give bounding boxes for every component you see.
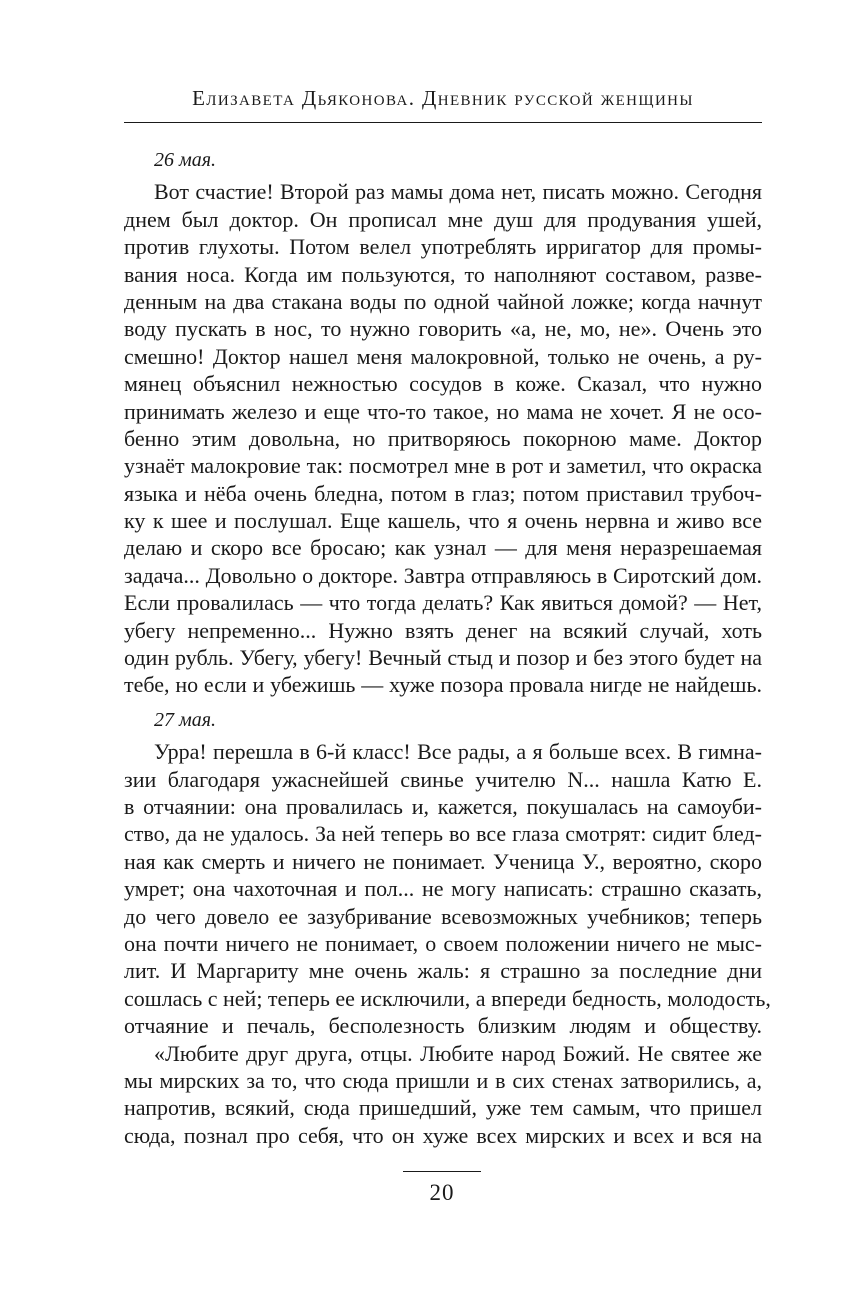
- text-line: узнаёт малокровие так: посмотрел мне в рот и заметил, что окраска: [124, 453, 762, 479]
- quote-line: «Любите друг друга, отцы. Любите народ Божий. Не святее же: [154, 1040, 762, 1066]
- text-line: лит. И Маргариту мне очень жаль: я страшно за последние дни: [124, 958, 762, 984]
- entry-gap: [124, 699, 762, 707]
- text-line: воду пускать в нос, то нужно говорить «а, не, мо, не». Очень это: [124, 316, 762, 342]
- text-line: отчаяние и печаль, бесполезность близким людям и обществу.: [124, 1013, 762, 1039]
- text-line: убегу непременно... Нужно взять денег на всякий случай, хоть: [124, 617, 762, 643]
- quote-line: мы мирских за то, что сюда пришли и в сих стенах затворились, а,: [124, 1067, 762, 1093]
- text-line: задача... Довольно о докторе. Завтра отправляюсь в Сиротский дом.: [124, 562, 762, 588]
- page-number: 20: [429, 1180, 455, 1205]
- quote-line: сюда, познал про себя, что он хуже всех мирских и всех и вся на: [124, 1122, 762, 1148]
- text-line: сошлась с ней; теперь ее исключили, а впереди бедность, молодость,: [124, 985, 771, 1011]
- footer-rule: [403, 1171, 481, 1172]
- text-line: Урра! перешла в 6-й класс! Все рады, а я больше всех. В гимна-: [154, 739, 762, 765]
- text-line: языка и нёба очень бледна, потом в глаз; потом приставил трубоч-: [124, 480, 762, 506]
- text-line: в отчаянии: она провалилась и, кажется, покушалась на самоуби-: [124, 793, 762, 819]
- entry-date: 27 мая.: [154, 708, 217, 731]
- text-line: вания носа. Когда им пользуются, то наполняют составом, разве-: [124, 261, 762, 287]
- running-head: Елизавета Дьяконова. Дневник русской женщины: [192, 86, 694, 110]
- text-line: днем был доктор. Он прописал мне душ для продувания ушей,: [124, 206, 762, 232]
- header-rule: [124, 122, 762, 123]
- entry-date: 26 мая.: [154, 149, 217, 171]
- text-line: бенно этим довольна, но притворяюсь покорною маме. Доктор: [124, 425, 762, 451]
- text-line: денным на два стакана воды по одной чайной ложке; когда начнут: [124, 288, 762, 314]
- text-line: ная как смерть и ничего не понимает. Ученица У., вероятно, скоро: [124, 848, 762, 874]
- text-line: против глухоты. Потом велел употреблять ирригатор для промы-: [124, 234, 762, 260]
- text-line: Вот счастие! Второй раз мамы дома нет, писать можно. Сегодня: [154, 179, 762, 205]
- text-line: делаю и скоро все бросаю; как узнал — для меня неразрешаемая: [124, 535, 762, 561]
- text-line: тебе, но если и убежишь — хуже позора провала нигде не найдешь.: [124, 672, 762, 698]
- quote-line: напротив, всякий, сюда пришедший, уже тем самым, что пришел: [124, 1095, 762, 1121]
- text-line: принимать железо и еще что-то такое, но мама не хочет. Я не осо-: [124, 398, 762, 424]
- text-line: до чего довело ее зазубривание всевозможных учебников; теперь: [124, 903, 762, 929]
- text-line: мянец объяснил нежностью сосудов в коже. Сказал, что нужно: [124, 371, 762, 397]
- text-line: зии благодаря ужаснейшей свинье учителю N... нашла Катю Е.: [124, 766, 762, 792]
- text-line: ство, да не удалось. За ней теперь во все глаза смотрят: сидит блед-: [124, 821, 762, 847]
- text-line: умрет; она чахоточная и пол... не могу написать: страшно сказать,: [124, 876, 762, 902]
- text-line: ку к шее и послушал. Еще кашель, что я очень нервна и живо все: [124, 508, 762, 534]
- text-line: Если провалилась — что тогда делать? Как явиться домой? — Нет,: [124, 590, 762, 616]
- text-block: [124, 147, 771, 1149]
- text-line: смешно! Доктор нашел меня малокровной, только не очень, а ру-: [124, 343, 762, 369]
- text-line: она почти ничего не понимает, о своем положении ничего не мыс-: [124, 930, 762, 956]
- text-line: один рубль. Убегу, убегу! Вечный стыд и позор и без этого будет на: [124, 645, 762, 671]
